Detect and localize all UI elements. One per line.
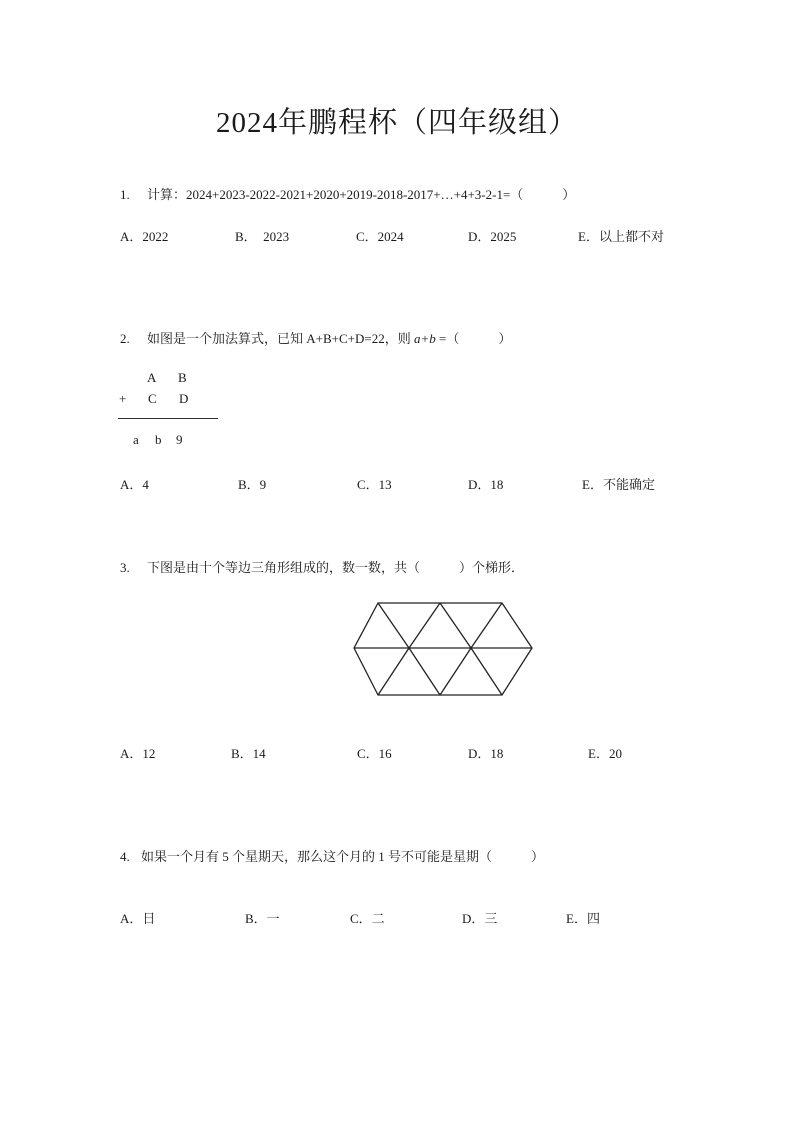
question-2-number: 2.	[120, 331, 130, 346]
q3-option-a: A．12	[120, 746, 156, 761]
addition-digit-B: B	[178, 370, 187, 385]
hexagon-outline	[354, 603, 532, 695]
q1-option-e: E．以上都不对	[578, 229, 664, 244]
q1-option-a: A．2022	[120, 229, 169, 244]
question-1-number: 1.	[120, 187, 130, 202]
addition-result-a: a	[133, 432, 139, 447]
page-title: 2024年鹏程杯（四年级组）	[215, 107, 578, 139]
diagonal-line-1	[378, 603, 409, 648]
question-4-number: 4.	[120, 849, 130, 864]
diagonal-line-6	[409, 648, 440, 695]
addition-plus-sign: +	[119, 391, 127, 406]
q1-option-d: D．2025	[468, 229, 517, 244]
diagonal-line-2	[409, 603, 440, 648]
question-2-text-italic: a+b	[413, 331, 436, 346]
question-2	[120, 328, 511, 347]
q2-option-c: C．13	[357, 477, 392, 492]
question-4-text: 如果一个月有 5 个星期天，那么这个月的 1 号不可能是星期（ ）	[141, 849, 545, 864]
question-2-text	[147, 331, 511, 346]
question-2-text-suffix: =（ ）	[435, 331, 512, 346]
q2-option-a: A．4	[120, 477, 149, 492]
q1-option-b: B． 2023	[235, 229, 290, 244]
addition-result-9: 9	[176, 432, 183, 447]
diagonal-line-4	[471, 603, 502, 648]
question-2-text-prefix: 如图是一个加法算式，已知 A+B+C+D=22，则	[147, 331, 414, 346]
q3-option-c: C．16	[357, 746, 392, 761]
q2-option-e: E．不能确定	[582, 477, 655, 492]
addition-result-b: b	[155, 432, 162, 447]
q4-option-e: E．四	[566, 911, 600, 926]
q1-option-c: C．2024	[356, 229, 404, 244]
q2-option-d: D．18	[468, 477, 504, 492]
q4-option-d: D．三	[462, 911, 498, 926]
q3-option-d: D．18	[468, 746, 504, 761]
q3-option-e: E．20	[588, 746, 622, 761]
question-3-text: 下图是由十个等边三角形组成的，数一数，共（ ）个梯形．	[147, 560, 525, 575]
question-1-text: 计算：2024+2023-2022-2021+2020+2019-2018-2017+…+4+3-2-1=（ ）	[147, 187, 576, 202]
question-3	[120, 557, 524, 576]
addition-digit-C: C	[148, 391, 157, 406]
q4-option-b: B．一	[245, 911, 280, 926]
q4-option-c: C．二	[350, 911, 385, 926]
addition-digit-D: D	[179, 391, 189, 406]
question-1	[120, 184, 575, 203]
q3-option-b: B．14	[231, 746, 266, 761]
diagonal-line-8	[471, 648, 502, 695]
diagonal-line-3	[440, 603, 471, 648]
addition-rule-line	[118, 418, 218, 419]
triangle-figure	[350, 600, 534, 700]
addition-digit-A: A	[147, 370, 157, 385]
diagonal-line-7	[440, 648, 471, 695]
q2-option-b: B．9	[238, 477, 267, 492]
q4-option-a: A．日	[120, 911, 156, 926]
question-3-number: 3.	[120, 560, 130, 575]
question-4	[120, 846, 544, 865]
diagonal-line-5	[378, 648, 409, 695]
